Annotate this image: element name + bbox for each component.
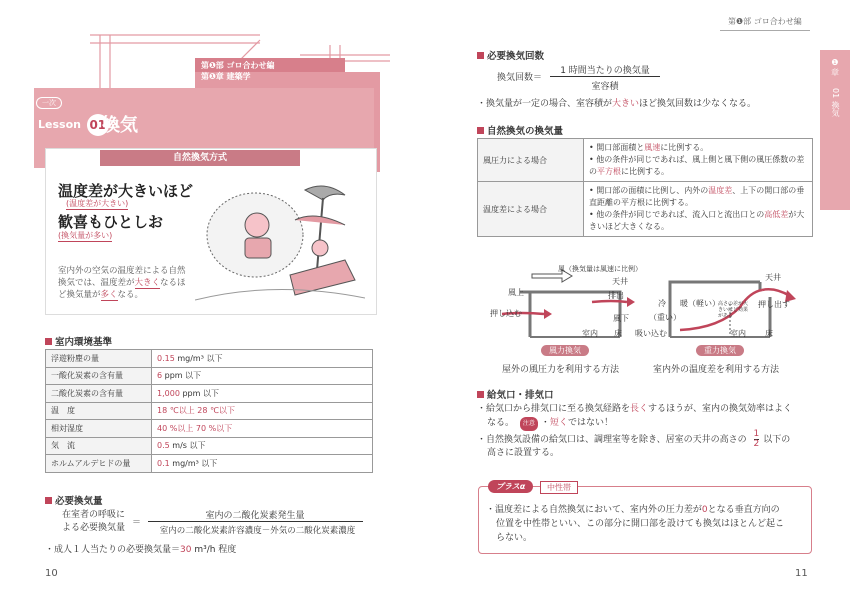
env-row (46, 367, 373, 385)
supply-section-title: 給気口・排気口 (477, 387, 554, 401)
d1-room: 室内 (582, 329, 598, 338)
supply-emphasis: 短く (549, 418, 568, 428)
d2-height-note: 高さの差が大きいほど効果がある (718, 301, 749, 319)
env-value-unit: mg/m³ 以下 (169, 458, 218, 468)
nat-value (584, 139, 813, 182)
card-title: 自然換気方式 (100, 150, 300, 166)
supply-line-4: 高さに設置する。 (487, 448, 560, 458)
env-value-num: 0.15 (157, 353, 175, 363)
desc-emphasis: 大きく (134, 278, 161, 288)
d2-push-out: 押し出す (758, 300, 790, 309)
d2-heavy: （重い） (649, 313, 681, 322)
d1-ceiling: 天井 (612, 277, 628, 286)
req-lhs-line1: 在室者の呼吸に (62, 510, 126, 520)
env-key: 浮遊粉塵の量 (46, 350, 152, 368)
d1-floor: 床 (614, 329, 622, 338)
env-value (152, 455, 373, 473)
supply-text: ・給気口から排気口に至る換気経路を (477, 404, 631, 414)
nat-key: 温度差による場合 (478, 182, 584, 237)
env-value-num: 0.1 (157, 458, 170, 468)
d1-exhaust: 排出 (608, 291, 624, 300)
d2-room: 室内 (730, 329, 746, 338)
plus-line-2: 位置を中性帯といい、この部分に開口部を設けても換気はほとんど起こ (496, 519, 785, 529)
fraction-half (754, 430, 760, 449)
kaisu-section-title: 必要換気回数 (477, 48, 544, 62)
nat-value (584, 182, 813, 237)
env-table (45, 349, 373, 473)
nat-key: 風圧力による場合 (478, 139, 584, 182)
plus-alpha-topic: 中性帯 (540, 481, 578, 494)
env-value-num: 1,000 (157, 388, 180, 398)
kaisu-numerator: 1 時間当たりの換気量 (560, 66, 650, 76)
equals-sign: ＝ (132, 518, 142, 528)
supply-line-2 (487, 416, 613, 431)
env-key: 相対湿度 (46, 420, 152, 438)
goro-line-2-sub: (換気量が多い) (58, 231, 113, 240)
env-key: 気 流 (46, 437, 152, 455)
nat-text: に比例する。 (621, 167, 669, 176)
d1-leeward: 風下 (613, 314, 629, 323)
env-row (46, 350, 373, 368)
supply-text: するほうが、室内の換気効率はよく (648, 404, 793, 414)
plus-alpha-tag: プラスα (488, 480, 533, 493)
req-denominator: 室内の二酸化炭素許容濃度－外気の二酸化炭素濃度 (159, 526, 356, 536)
env-value (152, 402, 373, 420)
req-lhs-line2: よる必要換気量 (62, 523, 126, 533)
nat-text: が大きいほど大きくなる。 (589, 210, 805, 231)
nat-point: • 開口部面積と風速に比例する。 (589, 143, 709, 152)
req-note (45, 542, 236, 555)
env-value (152, 367, 373, 385)
d2-suck-in: 吸い込む (635, 329, 667, 338)
side-lesson: 01 換気 (831, 88, 840, 117)
env-value-num: 6 (157, 371, 163, 381)
kaisu-lhs: 換気回数＝ (497, 73, 543, 83)
env-value (152, 437, 373, 455)
nat-row (478, 182, 813, 237)
env-row (46, 455, 373, 473)
env-key: 一酸化炭素の含有量 (46, 367, 152, 385)
env-row (46, 402, 373, 420)
env-row (46, 385, 373, 403)
env-row (46, 437, 373, 455)
supply-line-1 (477, 402, 792, 416)
supply-text: ・ (540, 418, 550, 428)
env-key: 温 度 (46, 402, 152, 420)
plus-text: となる垂直方向の (707, 505, 780, 515)
nat-text: 他の条件が同じであれば、流入口と流出口との (596, 210, 765, 219)
nat-text: 開口部面積と (596, 143, 645, 152)
d1-push-in: 押し込む (490, 309, 522, 318)
nat-emphasis: 温度差 (708, 186, 733, 195)
ichi-badge: 一次 (36, 97, 62, 109)
env-value (152, 385, 373, 403)
supply-text: なる。 (487, 418, 515, 428)
lesson-word: Lesson (38, 118, 81, 131)
header-rule (720, 30, 810, 31)
env-section-title: 室内環境基準 (45, 334, 112, 348)
env-value-unit: ppm 以下 (162, 371, 202, 381)
env-key: ホルムアルデヒドの量 (46, 455, 152, 473)
plus-line-3: らない。 (496, 533, 533, 543)
d2-caption: 室内外の温度差を利用する方法 (653, 365, 780, 375)
nat-emphasis: 平方根 (597, 167, 621, 176)
req-note-text: ・成人１人当たりの必要換気量＝ (45, 545, 181, 555)
d1-wind-label: 風（換気量は風速に比例） (558, 265, 642, 273)
req-note-value: 30 (180, 545, 192, 555)
nat-text: 、上下の開口部の垂直距離の平方根に比例する。 (589, 186, 805, 207)
nat-point: • 他の条件が同じであれば、流入口と流出口との高低差が大きいほど大きくなる。 (589, 210, 805, 231)
kaisu-note (477, 96, 756, 109)
nat-emphasis: 高低差 (764, 210, 789, 219)
env-value-unit: ppm 以下 (179, 388, 219, 398)
kaisu-fraction-bar (550, 76, 660, 77)
plus-text: ・温度差による自然換気において、室内外の圧力差が (486, 505, 702, 515)
supply-emphasis: 長く (630, 404, 649, 414)
fraction-numerator: 1 (753, 429, 760, 439)
beach-illustration (195, 180, 365, 305)
nat-text: に比例する。 (660, 143, 709, 152)
chapter-tag-part: 第❶部 ゴロ合わせ編 (201, 61, 275, 70)
lesson-title: 換気 (102, 115, 138, 136)
page-number-right: 11 (795, 568, 808, 579)
desc-emphasis: 多く (100, 290, 118, 300)
kaisu-note-text: ほど換気回数は少なくなる。 (639, 99, 757, 109)
env-value (152, 420, 373, 438)
nat-row (478, 139, 813, 182)
side-chapter: ❶章 (831, 58, 839, 77)
goro-description (58, 265, 188, 301)
env-value-unit: mg/m³ 以下 (174, 353, 223, 363)
side-tab-text (828, 58, 842, 117)
lesson-number: 01 (87, 114, 109, 136)
natural-vent-table (477, 138, 813, 237)
nat-section-title: 自然換気の換気量 (477, 123, 563, 137)
desc-text: なる。 (117, 290, 144, 300)
kaisu-denominator: 室容積 (591, 82, 619, 92)
env-key: 二酸化炭素の含有量 (46, 385, 152, 403)
req-section-title: 必要換気量 (45, 493, 103, 507)
nat-point: • 他の条件が同じであれば、風上側と風下側の風圧係数の差の平方根に比例する。 (589, 155, 805, 176)
caution-badge: 注意 (520, 417, 538, 431)
d2-floor: 床 (765, 329, 773, 338)
chapter-tag-chapter: 第❶章 建築学 (201, 72, 251, 81)
d2-ceiling: 天井 (765, 273, 781, 282)
supply-text: ではない！ (567, 418, 613, 428)
desc-text: 室内外の空気の温度差による自然換気では、温度差が (58, 266, 186, 288)
req-lhs (62, 509, 125, 535)
goro-line-2: 歓喜もひとしお (58, 213, 164, 231)
nat-text: 他の条件が同じであれば、風上側と風下側の風圧係数の差の (589, 155, 805, 176)
env-value-unit: m/s 以下 (169, 441, 206, 451)
env-value-num: 18 ℃以上 28 ℃以下 (157, 406, 235, 416)
env-value-num: 40 %以上 70 %以下 (157, 423, 233, 433)
env-row (46, 420, 373, 438)
plus-line-1 (486, 503, 780, 517)
d2-cold: 冷 (658, 299, 666, 308)
plus-emphasis: 0 (701, 505, 708, 515)
d1-caption: 屋外の風圧力を利用する方法 (502, 365, 620, 375)
nat-text: 開口部の面積に比例し、内外の (596, 186, 709, 195)
lesson-label (38, 114, 111, 136)
d1-windward: 風上 (508, 288, 524, 297)
desc-text: なるほど換気量が (58, 278, 186, 300)
goro-line-1: 温度差が大きいほど (58, 182, 194, 200)
fraction-bar (148, 521, 363, 522)
d1-pill: 風力換気 (541, 345, 589, 356)
kaisu-note-emphasis: 大きい (612, 99, 640, 109)
supply-text: 以下の (763, 435, 791, 445)
env-value (152, 350, 373, 368)
d2-warm: 暖（軽い） (680, 299, 720, 308)
d2-pill: 重力換気 (696, 345, 744, 356)
env-value-num: 0.5 (157, 441, 170, 451)
nat-point: • 開口部の面積に比例し、内外の温度差、上下の開口部の垂直距離の平方根に比例する。 (589, 186, 805, 207)
req-note-unit: m³/h 程度 (191, 545, 237, 555)
chapter-tags (201, 60, 275, 82)
supply-text: ・自然換気設備の給気口は、調理室等を除き、居室の天井の高さの (477, 435, 747, 445)
page-number-left: 10 (45, 568, 58, 579)
kaisu-note-text: ・換気量が一定の場合、室容積が (477, 99, 613, 109)
running-header: 第❶部 ゴロ合わせ編 (728, 17, 802, 26)
req-numerator: 室内の二酸化炭素発生量 (205, 511, 305, 521)
goro-line-1-sub: (温度差が大きい) (66, 199, 129, 208)
nat-emphasis: 風速 (644, 143, 661, 152)
fraction-denominator: 2 (753, 439, 760, 449)
